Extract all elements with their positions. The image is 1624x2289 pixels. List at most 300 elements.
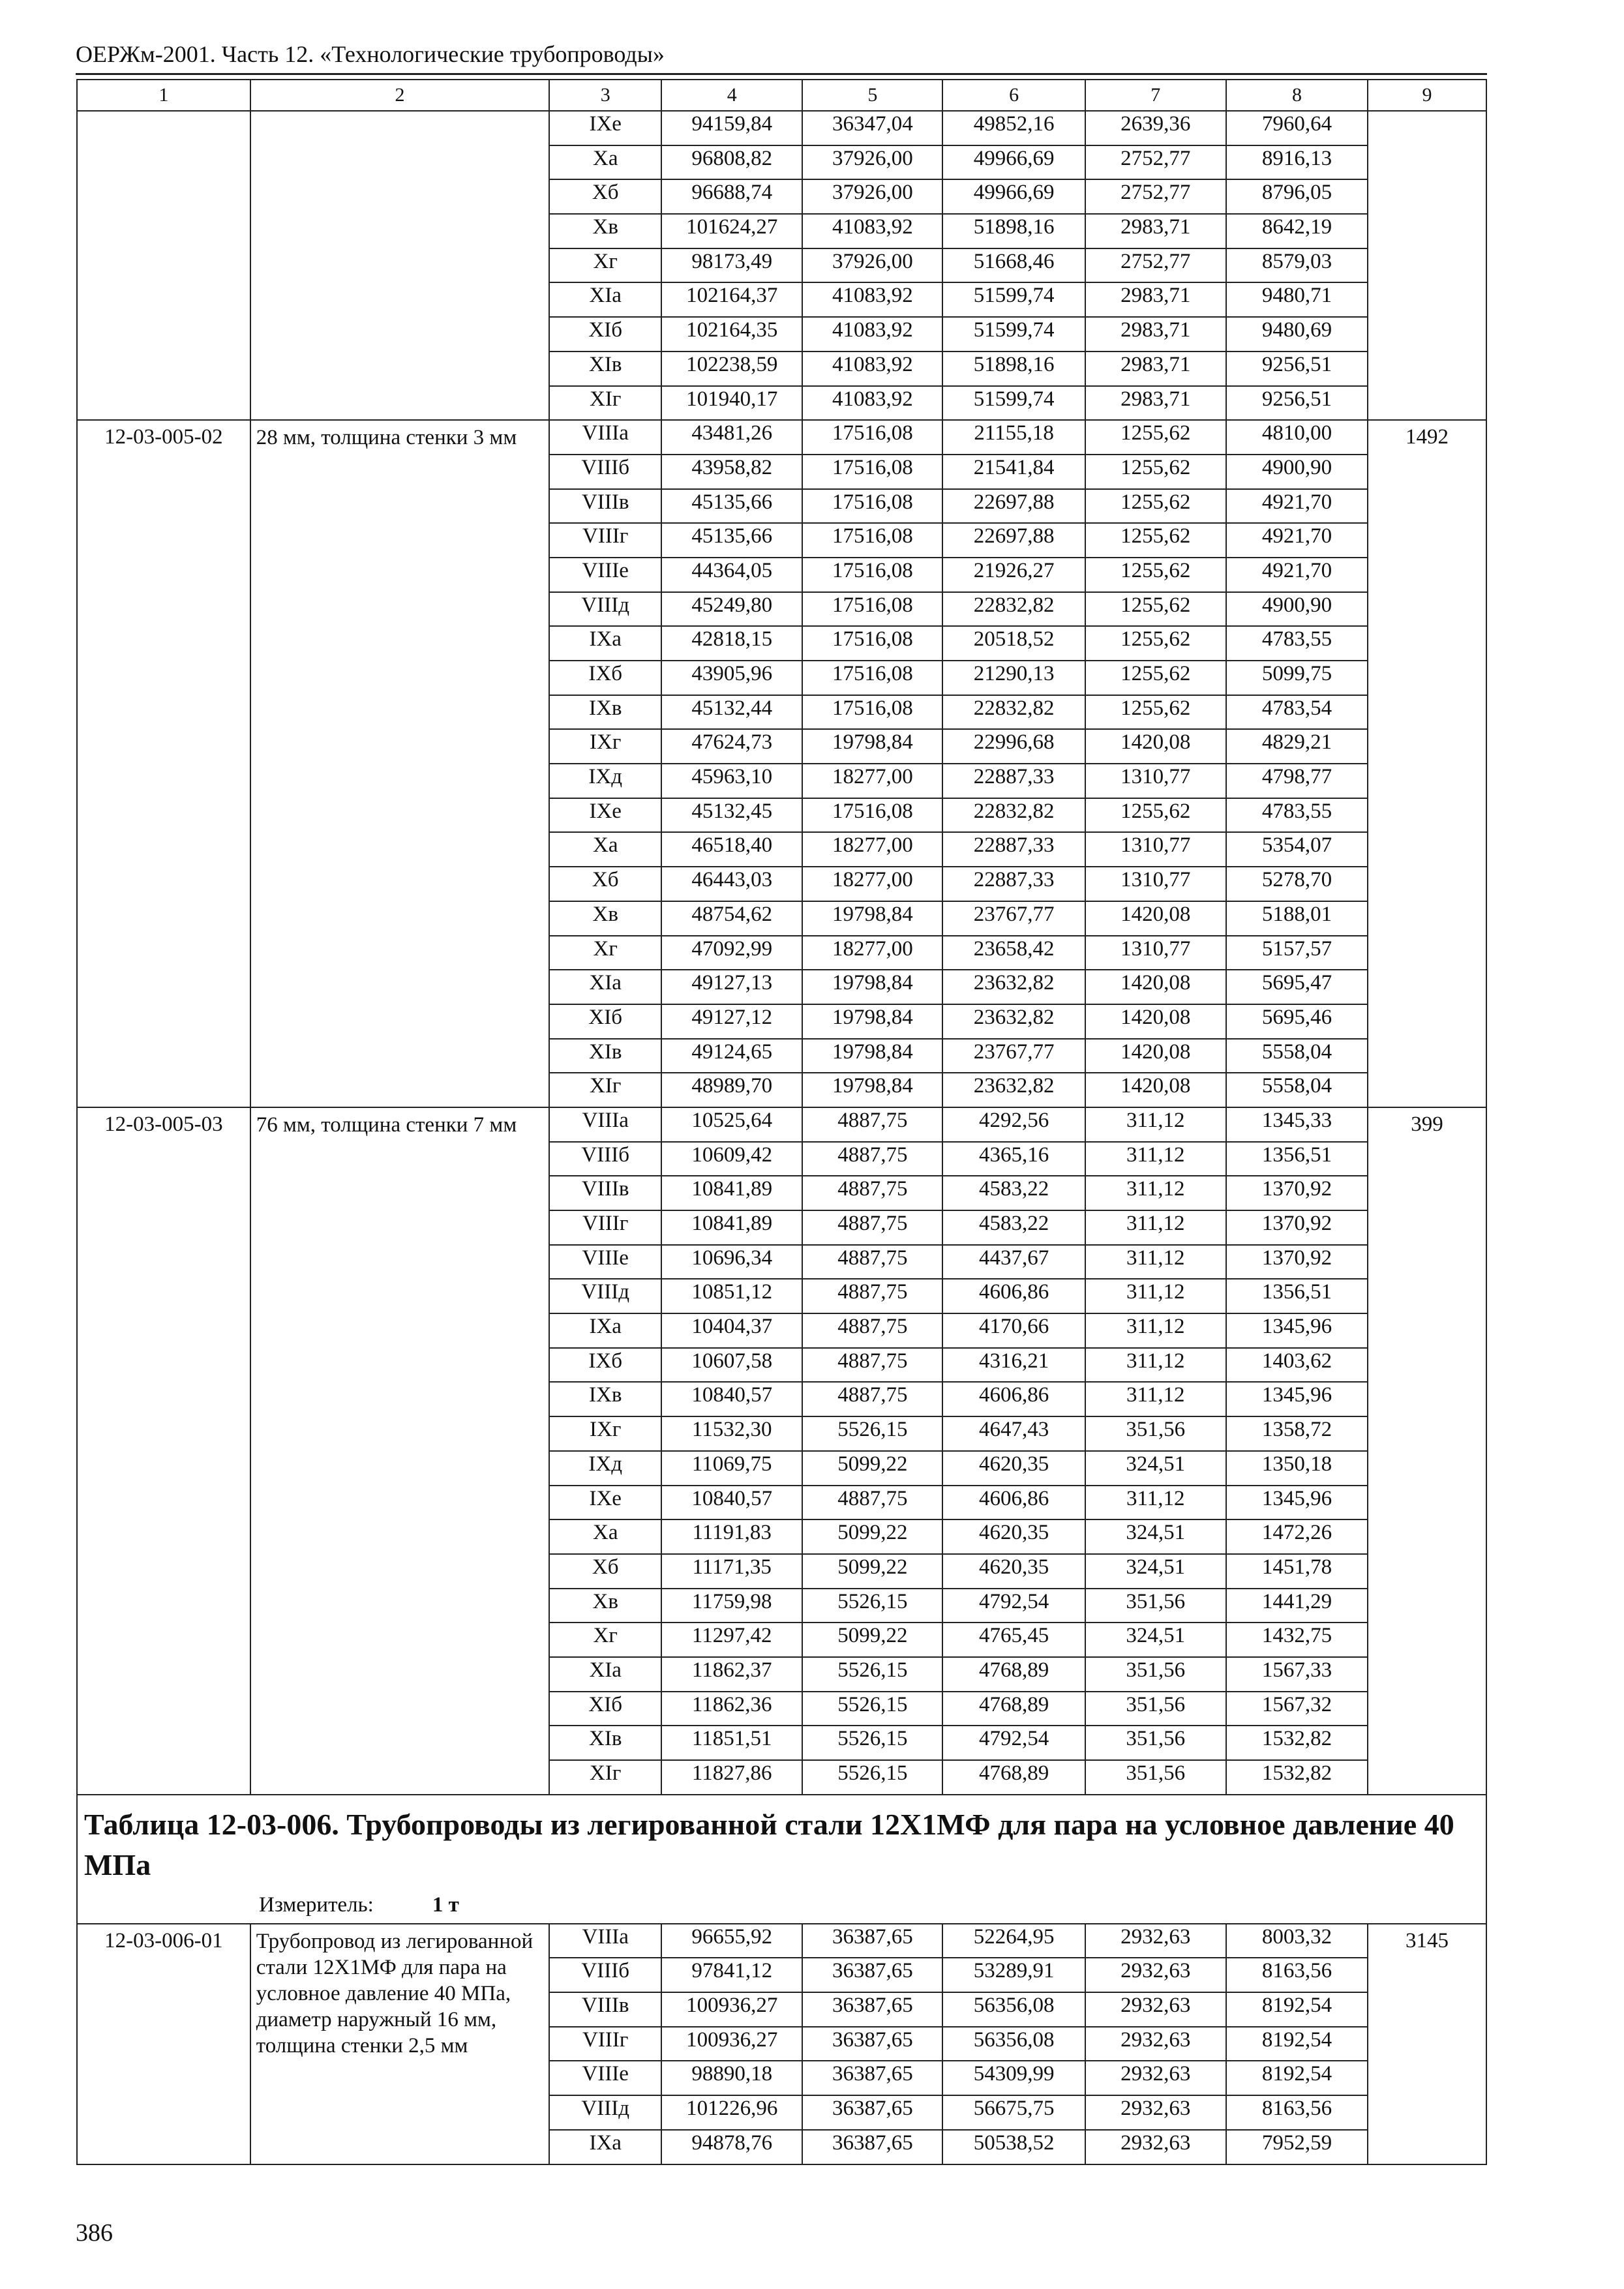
value-cell: 4921,70 <box>1226 558 1368 592</box>
value-cell: 1356,51 <box>1226 1142 1368 1176</box>
value-cell: 5558,04 <box>1226 1039 1368 1073</box>
value-cell: 4792,54 <box>942 1589 1085 1623</box>
value-cell: 11827,86 <box>661 1760 802 1795</box>
value-cell: 2983,71 <box>1085 282 1226 317</box>
value-cell: 94878,76 <box>661 2130 802 2164</box>
column-number-cell: 9 <box>1368 80 1486 111</box>
value-cell: 8642,19 <box>1226 214 1368 248</box>
value-cell: 2752,77 <box>1085 248 1226 283</box>
value-cell: 4887,75 <box>802 1486 942 1520</box>
value-cell: 8579,03 <box>1226 248 1368 283</box>
zone-cell: XIб <box>549 1004 661 1039</box>
value-cell: 324,51 <box>1085 1623 1226 1657</box>
value-cell: 102238,59 <box>661 352 802 386</box>
value-cell: 49124,65 <box>661 1039 802 1073</box>
zone-cell: VIIIд <box>549 592 661 627</box>
value-cell: 311,12 <box>1085 1142 1226 1176</box>
zone-cell: VIIIд <box>549 2095 661 2130</box>
value-cell: 10841,89 <box>661 1210 802 1245</box>
value-cell: 21541,84 <box>942 455 1085 489</box>
zone-cell: Xа <box>549 832 661 867</box>
value-cell: 19798,84 <box>802 729 942 764</box>
value-cell: 1310,77 <box>1085 867 1226 901</box>
value-cell: 9256,51 <box>1226 352 1368 386</box>
table-row <box>77 1924 1486 1958</box>
value-cell: 2983,71 <box>1085 317 1226 352</box>
value-cell: 2932,63 <box>1085 2061 1226 2095</box>
value-cell: 4316,21 <box>942 1348 1085 1383</box>
zone-cell: Xв <box>549 1589 661 1623</box>
column-number-cell: 5 <box>802 80 942 111</box>
value-cell: 42818,15 <box>661 626 802 661</box>
value-cell: 4437,67 <box>942 1245 1085 1279</box>
zone-cell: XIб <box>549 317 661 352</box>
value-cell: 2983,71 <box>1085 214 1226 248</box>
value-cell: 96688,74 <box>661 179 802 214</box>
value-cell: 2932,63 <box>1085 1924 1226 1958</box>
zone-cell: VIIIв <box>549 489 661 524</box>
value-cell: 56356,08 <box>942 1992 1085 2027</box>
value-cell: 19798,84 <box>802 1073 942 1107</box>
value-cell: 5099,75 <box>1226 661 1368 695</box>
value-cell: 43958,82 <box>661 455 802 489</box>
value-cell: 1345,33 <box>1226 1107 1368 1142</box>
value-cell: 1255,62 <box>1085 420 1226 455</box>
item-description-cell: 28 мм, толщина стенки 3 мм <box>250 420 550 1107</box>
value-cell: 4783,54 <box>1226 695 1368 730</box>
value-cell: 20518,52 <box>942 626 1085 661</box>
value-cell: 7960,64 <box>1226 111 1368 145</box>
zone-cell: VIIIг <box>549 2027 661 2061</box>
value-cell: 4921,70 <box>1226 489 1368 524</box>
column-number-cell: 6 <box>942 80 1085 111</box>
value-cell: 18277,00 <box>802 764 942 798</box>
value-cell: 4768,89 <box>942 1760 1085 1795</box>
value-cell: 4887,75 <box>802 1382 942 1416</box>
value-cell: 10840,57 <box>661 1486 802 1520</box>
value-cell: 2932,63 <box>1085 2095 1226 2130</box>
page-number: 386 <box>76 2219 113 2247</box>
value-cell: 8163,56 <box>1226 2095 1368 2130</box>
value-cell: 311,12 <box>1085 1107 1226 1142</box>
value-cell: 41083,92 <box>802 214 942 248</box>
value-cell: 4887,75 <box>802 1313 942 1348</box>
value-cell: 102164,37 <box>661 282 802 317</box>
value-cell: 43905,96 <box>661 661 802 695</box>
value-cell: 36387,65 <box>802 2061 942 2095</box>
value-cell: 4606,86 <box>942 1279 1085 1313</box>
value-cell: 11069,75 <box>661 1451 802 1486</box>
value-cell: 4810,00 <box>1226 420 1368 455</box>
value-cell: 2639,36 <box>1085 111 1226 145</box>
value-cell: 22832,82 <box>942 695 1085 730</box>
zone-cell: Xг <box>549 248 661 283</box>
value-cell: 4783,55 <box>1226 626 1368 661</box>
value-cell: 1255,62 <box>1085 455 1226 489</box>
value-cell: 23632,82 <box>942 1004 1085 1039</box>
value-cell: 8003,32 <box>1226 1924 1368 1958</box>
zone-cell: VIIIа <box>549 1107 661 1142</box>
value-cell: 56356,08 <box>942 2027 1085 2061</box>
value-cell: 1370,92 <box>1226 1176 1368 1210</box>
value-cell: 1310,77 <box>1085 832 1226 867</box>
value-cell: 22887,33 <box>942 832 1085 867</box>
value-cell: 21290,13 <box>942 661 1085 695</box>
value-cell: 98173,49 <box>661 248 802 283</box>
value-cell: 100936,27 <box>661 1992 802 2027</box>
value-cell: 54309,99 <box>942 2061 1085 2095</box>
value-cell: 23632,82 <box>942 970 1085 1004</box>
zone-cell: VIIIа <box>549 1924 661 1958</box>
value-cell: 1255,62 <box>1085 523 1226 558</box>
zone-cell: Xг <box>549 936 661 970</box>
value-cell: 36387,65 <box>802 1992 942 2027</box>
value-cell: 17516,08 <box>802 661 942 695</box>
value-cell: 5526,15 <box>802 1657 942 1692</box>
zone-cell: IXе <box>549 111 661 145</box>
value-cell: 19798,84 <box>802 901 942 936</box>
value-cell: 36387,65 <box>802 2027 942 2061</box>
value-cell: 4292,56 <box>942 1107 1085 1142</box>
value-cell: 4606,86 <box>942 1382 1085 1416</box>
value-cell: 4921,70 <box>1226 523 1368 558</box>
table-row <box>77 420 1486 455</box>
value-cell: 1345,96 <box>1226 1313 1368 1348</box>
value-cell: 8796,05 <box>1226 179 1368 214</box>
value-cell: 5278,70 <box>1226 867 1368 901</box>
value-cell: 5558,04 <box>1226 1073 1368 1107</box>
value-cell: 37926,00 <box>802 248 942 283</box>
value-cell: 311,12 <box>1085 1382 1226 1416</box>
zone-cell: IXа <box>549 1313 661 1348</box>
value-cell: 94159,84 <box>661 111 802 145</box>
value-cell: 1420,08 <box>1085 729 1226 764</box>
value-cell: 10696,34 <box>661 1245 802 1279</box>
value-cell: 1255,62 <box>1085 798 1226 833</box>
value-cell: 1358,72 <box>1226 1416 1368 1451</box>
zone-cell: VIIIе <box>549 2061 661 2095</box>
value-cell: 45132,44 <box>661 695 802 730</box>
value-cell: 2752,77 <box>1085 179 1226 214</box>
value-cell: 21155,18 <box>942 420 1085 455</box>
value-cell: 1255,62 <box>1085 626 1226 661</box>
value-cell: 45963,10 <box>661 764 802 798</box>
value-cell: 98890,18 <box>661 2061 802 2095</box>
value-cell: 351,56 <box>1085 1416 1226 1451</box>
value-cell: 18277,00 <box>802 832 942 867</box>
value-cell: 10851,12 <box>661 1279 802 1313</box>
value-cell: 1255,62 <box>1085 489 1226 524</box>
value-cell: 4783,55 <box>1226 798 1368 833</box>
zone-cell: Xв <box>549 901 661 936</box>
value-cell: 101624,27 <box>661 214 802 248</box>
value-cell: 351,56 <box>1085 1657 1226 1692</box>
zone-cell: IXд <box>549 1451 661 1486</box>
value-cell: 1350,18 <box>1226 1451 1368 1486</box>
value-cell: 19798,84 <box>802 1039 942 1073</box>
value-cell: 49127,12 <box>661 1004 802 1039</box>
value-cell: 51898,16 <box>942 214 1085 248</box>
value-cell: 102164,35 <box>661 317 802 352</box>
zone-cell: XIг <box>549 386 661 421</box>
zone-cell: XIг <box>549 1073 661 1107</box>
value-cell: 5157,57 <box>1226 936 1368 970</box>
value-cell: 22832,82 <box>942 592 1085 627</box>
zone-cell: XIб <box>549 1692 661 1726</box>
zone-cell: IXе <box>549 1486 661 1520</box>
value-cell: 1420,08 <box>1085 1039 1226 1073</box>
value-cell: 4647,43 <box>942 1416 1085 1451</box>
value-cell: 17516,08 <box>802 489 942 524</box>
value-cell: 351,56 <box>1085 1760 1226 1795</box>
value-cell: 4768,89 <box>942 1692 1085 1726</box>
value-cell: 4620,35 <box>942 1519 1085 1554</box>
value-cell: 17516,08 <box>802 695 942 730</box>
header-rule <box>76 73 1487 75</box>
value-cell: 22697,88 <box>942 523 1085 558</box>
value-cell: 311,12 <box>1085 1245 1226 1279</box>
value-cell: 8192,54 <box>1226 2027 1368 2061</box>
value-cell: 351,56 <box>1085 1692 1226 1726</box>
zone-cell: VIIIд <box>549 1279 661 1313</box>
value-cell: 48754,62 <box>661 901 802 936</box>
value-cell: 1255,62 <box>1085 558 1226 592</box>
value-cell: 51668,46 <box>942 248 1085 283</box>
value-cell: 96808,82 <box>661 145 802 180</box>
value-cell: 5099,22 <box>802 1519 942 1554</box>
value-cell: 46518,40 <box>661 832 802 867</box>
value-cell: 5695,47 <box>1226 970 1368 1004</box>
value-cell: 5526,15 <box>802 1416 942 1451</box>
zone-cell: Xа <box>549 1519 661 1554</box>
value-cell: 17516,08 <box>802 523 942 558</box>
zone-cell: VIIIв <box>549 1992 661 2027</box>
value-cell: 4170,66 <box>942 1313 1085 1348</box>
value-cell: 11862,36 <box>661 1692 802 1726</box>
value-cell: 17516,08 <box>802 798 942 833</box>
value-cell: 37926,00 <box>802 145 942 180</box>
value-cell: 4887,75 <box>802 1210 942 1245</box>
zone-cell: IXв <box>549 695 661 730</box>
item-code-cell: 12-03-006-01 <box>77 1924 250 2164</box>
column-number-cell: 2 <box>250 80 550 111</box>
value-cell: 1441,29 <box>1226 1589 1368 1623</box>
value-cell: 101940,17 <box>661 386 802 421</box>
price-table <box>76 79 1487 2165</box>
zone-cell: XIа <box>549 970 661 1004</box>
value-cell: 22887,33 <box>942 764 1085 798</box>
value-cell: 52264,95 <box>942 1924 1085 1958</box>
value-cell: 11171,35 <box>661 1554 802 1589</box>
zone-cell: XIв <box>549 1039 661 1073</box>
zone-cell: VIIIб <box>549 1958 661 1992</box>
value-cell: 100936,27 <box>661 2027 802 2061</box>
zone-cell: Xв <box>549 214 661 248</box>
col9-value-cell: 1492 <box>1368 420 1486 1107</box>
value-cell: 45135,66 <box>661 489 802 524</box>
value-cell: 9480,69 <box>1226 317 1368 352</box>
value-cell: 36347,04 <box>802 111 942 145</box>
value-cell: 11532,30 <box>661 1416 802 1451</box>
value-cell: 1345,96 <box>1226 1486 1368 1520</box>
value-cell: 311,12 <box>1085 1279 1226 1313</box>
item-code-cell: 12-03-005-02 <box>77 420 250 1107</box>
value-cell: 22697,88 <box>942 489 1085 524</box>
value-cell: 10840,57 <box>661 1382 802 1416</box>
value-cell: 5099,22 <box>802 1554 942 1589</box>
zone-cell: IXг <box>549 729 661 764</box>
value-cell: 2932,63 <box>1085 2027 1226 2061</box>
zone-cell: IXг <box>549 1416 661 1451</box>
zone-cell: XIа <box>549 282 661 317</box>
column-number-cell: 7 <box>1085 80 1226 111</box>
value-cell: 43481,26 <box>661 420 802 455</box>
value-cell: 56675,75 <box>942 2095 1085 2130</box>
column-number-cell: 8 <box>1226 80 1368 111</box>
value-cell: 311,12 <box>1085 1176 1226 1210</box>
value-cell: 1370,92 <box>1226 1210 1368 1245</box>
zone-cell: XIг <box>549 1760 661 1795</box>
zone-cell: VIIIб <box>549 455 661 489</box>
value-cell: 7952,59 <box>1226 2130 1368 2164</box>
col9-value-cell: 3145 <box>1368 1924 1486 2164</box>
value-cell: 5526,15 <box>802 1692 942 1726</box>
value-cell: 9256,51 <box>1226 386 1368 421</box>
value-cell: 4900,90 <box>1226 592 1368 627</box>
value-cell: 51599,74 <box>942 317 1085 352</box>
value-cell: 49852,16 <box>942 111 1085 145</box>
value-cell: 10841,89 <box>661 1176 802 1210</box>
value-cell: 22887,33 <box>942 867 1085 901</box>
value-cell: 49966,69 <box>942 145 1085 180</box>
value-cell: 1310,77 <box>1085 936 1226 970</box>
value-cell: 8192,54 <box>1226 2061 1368 2095</box>
value-cell: 4900,90 <box>1226 455 1368 489</box>
value-cell: 4583,22 <box>942 1176 1085 1210</box>
value-cell: 50538,52 <box>942 2130 1085 2164</box>
value-cell: 5526,15 <box>802 1760 942 1795</box>
value-cell: 53289,91 <box>942 1958 1085 1992</box>
value-cell: 8163,56 <box>1226 1958 1368 1992</box>
value-cell: 1255,62 <box>1085 695 1226 730</box>
zone-cell: XIв <box>549 1726 661 1760</box>
value-cell: 49127,13 <box>661 970 802 1004</box>
table-title-cell <box>77 1795 1486 1924</box>
value-cell: 51898,16 <box>942 352 1085 386</box>
value-cell: 4620,35 <box>942 1451 1085 1486</box>
value-cell: 23767,77 <box>942 901 1085 936</box>
value-cell: 4887,75 <box>802 1245 942 1279</box>
value-cell: 10525,64 <box>661 1107 802 1142</box>
value-cell: 10609,42 <box>661 1142 802 1176</box>
value-cell: 1356,51 <box>1226 1279 1368 1313</box>
value-cell: 324,51 <box>1085 1519 1226 1554</box>
item-code-cell <box>77 111 250 420</box>
zone-cell: IXа <box>549 2130 661 2164</box>
value-cell: 351,56 <box>1085 1726 1226 1760</box>
value-cell: 2752,77 <box>1085 145 1226 180</box>
zone-cell: VIIIв <box>549 1176 661 1210</box>
value-cell: 311,12 <box>1085 1486 1226 1520</box>
value-cell: 311,12 <box>1085 1210 1226 1245</box>
column-number-cell: 1 <box>77 80 250 111</box>
zone-cell: VIIIе <box>549 558 661 592</box>
value-cell: 1420,08 <box>1085 1073 1226 1107</box>
value-cell: 1420,08 <box>1085 1004 1226 1039</box>
zone-cell: VIIIг <box>549 523 661 558</box>
value-cell: 45135,66 <box>661 523 802 558</box>
value-cell: 22832,82 <box>942 798 1085 833</box>
value-cell: 49966,69 <box>942 179 1085 214</box>
zone-cell: VIIIб <box>549 1142 661 1176</box>
value-cell: 9480,71 <box>1226 282 1368 317</box>
value-cell: 51599,74 <box>942 282 1085 317</box>
value-cell: 47624,73 <box>661 729 802 764</box>
value-cell: 1532,82 <box>1226 1726 1368 1760</box>
table-row <box>77 111 1486 145</box>
value-cell: 17516,08 <box>802 420 942 455</box>
value-cell: 311,12 <box>1085 1348 1226 1383</box>
value-cell: 19798,84 <box>802 970 942 1004</box>
value-cell: 4792,54 <box>942 1726 1085 1760</box>
value-cell: 18277,00 <box>802 936 942 970</box>
item-description-cell: Трубопровод из легированной стали 12Х1МФ для пара на условное давление 40 МПа, диаметр наружный 16 мм, толщина стенки 2,5 мм <box>250 1924 550 2164</box>
value-cell: 36387,65 <box>802 2095 942 2130</box>
value-cell: 4887,75 <box>802 1279 942 1313</box>
value-cell: 2932,63 <box>1085 2130 1226 2164</box>
column-number-cell: 4 <box>661 80 802 111</box>
value-cell: 1420,08 <box>1085 970 1226 1004</box>
value-cell: 5099,22 <box>802 1623 942 1657</box>
item-description-cell <box>250 111 550 420</box>
value-cell: 101226,96 <box>661 2095 802 2130</box>
value-cell: 351,56 <box>1085 1589 1226 1623</box>
measure-label: Измеритель: <box>259 1893 374 1917</box>
value-cell: 48989,70 <box>661 1073 802 1107</box>
value-cell: 311,12 <box>1085 1313 1226 1348</box>
value-cell: 41083,92 <box>802 386 942 421</box>
value-cell: 1420,08 <box>1085 901 1226 936</box>
value-cell: 4798,77 <box>1226 764 1368 798</box>
value-cell: 41083,92 <box>802 317 942 352</box>
column-number-row <box>77 80 1486 111</box>
value-cell: 4768,89 <box>942 1657 1085 1692</box>
value-cell: 1255,62 <box>1085 661 1226 695</box>
value-cell: 51599,74 <box>942 386 1085 421</box>
value-cell: 23658,42 <box>942 936 1085 970</box>
value-cell: 5188,01 <box>1226 901 1368 936</box>
value-cell: 21926,27 <box>942 558 1085 592</box>
value-cell: 17516,08 <box>802 592 942 627</box>
value-cell: 1345,96 <box>1226 1382 1368 1416</box>
value-cell: 17516,08 <box>802 558 942 592</box>
value-cell: 22996,68 <box>942 729 1085 764</box>
zone-cell: IXе <box>549 798 661 833</box>
value-cell: 1370,92 <box>1226 1245 1368 1279</box>
col9-value-cell: 399 <box>1368 1107 1486 1795</box>
table-title: Таблица 12-03-006. Трубопроводы из легированной стали 12Х1МФ для пара на условное давление 40 МПа <box>84 1807 1454 1881</box>
value-cell: 2983,71 <box>1085 352 1226 386</box>
value-cell: 41083,92 <box>802 282 942 317</box>
value-cell: 1567,33 <box>1226 1657 1368 1692</box>
value-cell: 5526,15 <box>802 1589 942 1623</box>
value-cell: 11191,83 <box>661 1519 802 1554</box>
value-cell: 37926,00 <box>802 179 942 214</box>
value-cell: 5695,46 <box>1226 1004 1368 1039</box>
value-cell: 5354,07 <box>1226 832 1368 867</box>
value-cell: 1567,32 <box>1226 1692 1368 1726</box>
value-cell: 23767,77 <box>942 1039 1085 1073</box>
